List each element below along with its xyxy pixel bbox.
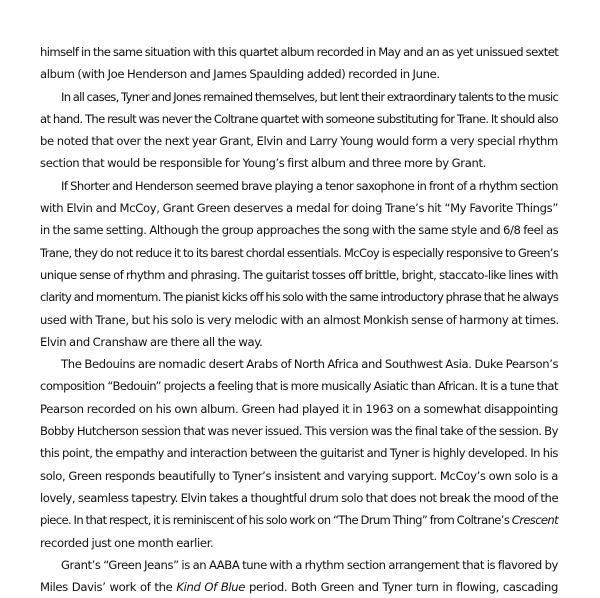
text-line: clarity and momentum. The pianist kicks off his solo with the same introductory phrase that he always — [40, 290, 559, 305]
document-page — [40, 41, 558, 598]
text-line: The Bedouins are nomadic desert Arabs of North Africa and Southwest Asia. Duke Pearson’s — [61, 357, 559, 372]
text-line-with-italic — [40, 509, 558, 531]
text-line: with Elvin and McCoy, Grant Green deserves a medal for doing Trane’s hit “My Favorite Things” — [40, 201, 558, 216]
text-run: period. — [245, 580, 292, 595]
text-line: lovely, seamless tapestry. Elvin takes a thoughtful drum solo that does not break the mood of the — [40, 490, 559, 505]
text-run: Miles Davis’ work of the — [40, 580, 177, 595]
text-line: this point, the empathy and interaction between the guitarist and Tyner is highly developed. In his — [40, 446, 558, 461]
paragraph-2 — [40, 86, 558, 175]
text-line: Bobby Hutcherson session that was never issued. This version was the final take of the session. By — [40, 424, 558, 439]
text-line: himself in the same situation with this quartet album recorded in May and an as yet unissued sextet — [40, 45, 559, 59]
paragraph-3 — [40, 175, 558, 353]
text-run: Both Green and Tyner turn in flowing, cascading — [291, 580, 558, 595]
text-line: recorded just one month earlier. — [40, 535, 214, 550]
text-line: composition “Bedouin” projects a feeling that is more musically Asiatic than African. It is a tune that — [40, 379, 558, 394]
text-line: If Shorter and Henderson seemed brave playing a tenor saxophone in front of a rhythm section — [61, 178, 558, 193]
text-line: section that would be responsible for Young’s first album and three more by Grant. — [40, 156, 486, 171]
text-line: solo, Green responds beautifully to Tyner’s insistent and varying support. McCoy’s own solo is a — [40, 468, 558, 483]
album-title-kind-of-blue: Kind Of Blue — [176, 580, 246, 595]
text-run: piece. In that respect, it is reminiscent of his solo work on “The Drum Thing” from Coltrane’s — [40, 513, 512, 528]
text-line: be noted that over the next year Grant, Elvin and Larry Young would form a very special rhythm — [40, 134, 558, 149]
text-line: In all cases, Tyner and Jones remained themselves, but lent their extraordinary talents to the music — [61, 89, 559, 104]
paragraph-1 — [40, 41, 558, 86]
text-line: unique sense of rhythm and phrasing. The guitarist tosses off brittle, bright, staccato-like lines with — [40, 267, 558, 282]
text-line: album (with Joe Henderson and James Spaulding added) recorded in June. — [40, 67, 440, 82]
text-line: Elvin and Cranshaw are there all the way. — [40, 334, 263, 349]
text-line-with-italic — [40, 576, 558, 598]
paragraph-4 — [40, 353, 558, 554]
text-line: used with Trane, but his solo is very melodic with an almost Monkish sense of harmony at times. — [40, 312, 559, 327]
text-line: Grant’s “Green Jeans” is an AABA tune with a rhythm section arrangement that is flavored by — [61, 557, 558, 572]
paragraph-5 — [40, 554, 558, 598]
text-line: at hand. The result was never the Coltrane quartet with someone substituting for Trane. It should also — [40, 111, 558, 126]
album-title-crescent: Crescent — [511, 513, 558, 528]
text-line: Trane, they do not reduce it to its barest chordal essentials. McCoy is especially responsive to Green’s — [40, 245, 559, 260]
text-line: in the same setting. Although the group approaches the song with the same style and 6/8 feel as — [40, 223, 559, 238]
text-line: Pearson recorded on his own album. Green had played it in 1963 on a somewhat disappointing — [40, 401, 558, 416]
